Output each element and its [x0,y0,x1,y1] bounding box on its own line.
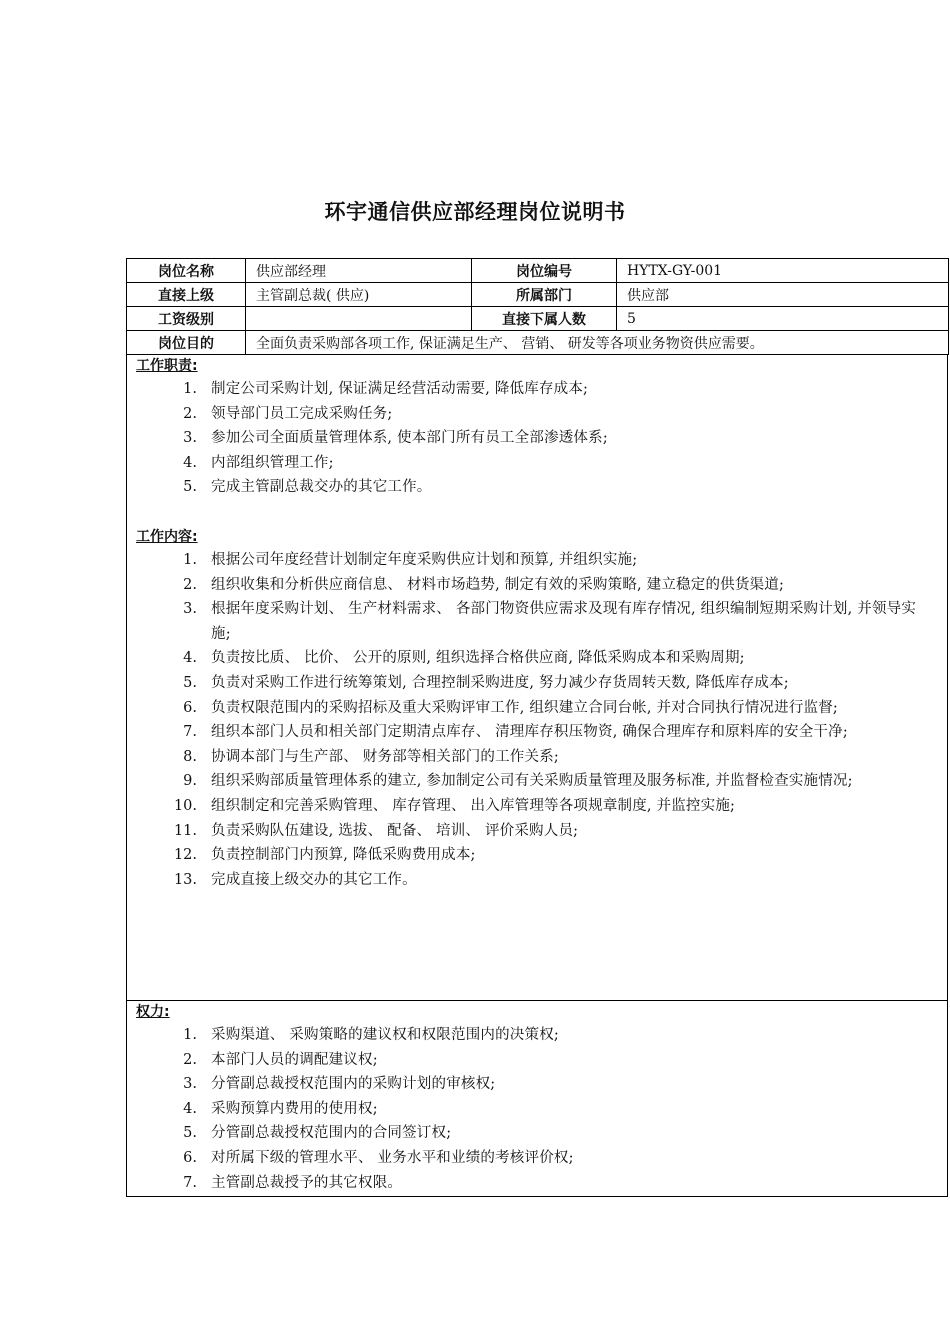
position-code-label: 岗位编号 [472,259,617,283]
item-number: 8. [183,748,197,765]
table-row [127,259,949,283]
item-text: 组织采购部质量管理体系的建立, 参加制定公司有关采购质量管理及服务标准, 并监督检查实施情况; [211,773,853,790]
list-item [127,1097,947,1122]
content-section-title: 工作内容: [136,528,198,545]
item-text: 负责采购队伍建设, 选拔、 配备、 培训、 评价采购人员; [211,822,579,839]
item-number: 2. [183,576,197,593]
item-number: 2. [183,1051,197,1068]
document-title: 环宇通信供应部经理岗位说明书 [324,200,626,224]
list-item [127,451,947,476]
item-text: 组织本部门人员和相关部门定期清点库存、 清理库存积压物资, 确保合理库存和原料库的安全干净; [211,724,848,741]
item-number: 1. [183,1027,197,1043]
item-text: 组织收集和分析供应商信息、 材料市场趋势, 制定有效的采购策略, 建立稳定的供货渠道; [211,576,785,593]
list-item [127,696,947,721]
item-text: 主管副总裁授予的其它权限。 [211,1174,403,1191]
item-number: 10. [173,797,197,814]
item-text: 领导部门员工完成采购任务; [211,405,393,422]
salary-value [246,307,472,331]
list-item [127,745,947,770]
item-text: 对所属下级的管理水平、 业务水平和业绩的考核评价权; [211,1149,574,1166]
item-number: 5. [183,1125,197,1142]
item-number: 5. [183,674,197,691]
item-text: 协调本部门与生产部、 财务部等相关部门的工作关系; [211,748,559,765]
content-list [127,548,947,892]
powers-list [127,1023,947,1195]
item-text: 采购预算内费用的使用权; [211,1100,378,1117]
item-text: 完成主管副总裁交办的其它工作。 [211,479,432,496]
item-number: 4. [183,454,197,471]
item-number: 7. [183,724,197,741]
list-item [127,1171,947,1196]
list-item [127,548,947,573]
superior-label: 直接上级 [127,283,246,307]
item-text: 负责对采购工作进行统筹策划, 合理控制采购进度, 努力减少存货周转天数, 降低库存成本; [211,674,789,691]
item-number: 3. [183,1076,197,1093]
list-item [127,573,947,598]
list-item [127,1121,947,1146]
header-table [126,258,949,355]
item-text: 根据公司年度经营计划制定年度采购供应计划和预算, 并组织实施; [211,551,638,568]
item-number: 4. [183,1100,197,1117]
position-name-label: 岗位名称 [127,259,246,283]
purpose-label: 岗位目的 [127,331,246,355]
item-number: 5. [183,479,197,496]
item-text: 负责控制部门内预算, 降低采购费用成本; [211,847,476,864]
item-number: 11. [173,822,197,839]
department-label: 所属部门 [472,283,617,307]
item-number: 13. [173,871,197,888]
table-row [127,283,949,307]
powers-box [126,1000,948,1197]
item-text: 采购渠道、 采购策略的建议权和权限范围内的决策权; [211,1027,559,1043]
list-item [127,1023,947,1048]
list-item [127,819,947,844]
item-text: 制定公司采购计划, 保证满足经营活动需要, 降低库存成本; [211,381,589,397]
list-item [127,475,947,500]
powers-section-title: 权力: [136,1004,170,1020]
list-item [127,794,947,819]
item-number: 3. [183,430,197,447]
list-item [127,868,947,893]
item-text: 根据年度采购计划、 生产材料需求、 各部门物资供应需求及现有库存情况, 组织编制短期采购计划, 并领导实施; [211,601,917,642]
item-number: 3. [183,601,197,618]
duties-section-title: 工作职责: [136,358,198,374]
item-number: 4. [183,650,197,667]
item-text: 组织制定和完善采购管理、 库存管理、 出入库管理等各项规章制度, 并监控实施; [211,797,736,814]
item-number: 2. [183,405,197,422]
item-number: 6. [183,1149,197,1166]
table-row [127,307,949,331]
list-item [127,769,947,794]
item-text: 分管副总裁授权范围内的采购计划的审核权; [211,1076,496,1093]
item-text: 参加公司全面质量管理体系, 使本部门所有员工全部渗透体系; [211,430,608,447]
salary-label: 工资级别 [127,307,246,331]
item-number: 12. [173,847,197,864]
item-number: 1. [183,551,197,568]
item-number: 1. [183,381,197,397]
subordinates-value: 5 [617,307,949,331]
list-item [127,1048,947,1073]
item-number: 9. [183,773,197,790]
list-item [127,1146,947,1171]
item-text: 本部门人员的调配建议权; [211,1051,378,1068]
list-item [127,377,947,402]
list-item [127,671,947,696]
item-number: 7. [183,1174,197,1191]
item-text: 分管副总裁授权范围内的合同签订权; [211,1125,452,1142]
item-number: 6. [183,699,197,716]
subordinates-label: 直接下属人数 [472,307,617,331]
list-item [127,843,947,868]
duties-and-content-box [126,355,948,1000]
superior-value: 主管副总裁( 供应) [246,283,472,307]
item-text: 完成直接上级交办的其它工作。 [211,871,417,888]
item-text: 负责权限范围内的采购招标及重大采购评审工作, 组织建立合同台帐, 并对合同执行情况进行监督; [211,699,839,716]
list-item [127,1072,947,1097]
list-item [127,402,947,427]
position-name-value: 供应部经理 [246,259,472,283]
position-code-value: HYTX-GY-001 [617,259,949,283]
duties-list [127,377,947,500]
item-text: 负责按比质、 比价、 公开的原则, 组织选择合格供应商, 降低采购成本和采购周期; [211,650,745,667]
list-item [127,720,947,745]
list-item [127,426,947,451]
job-description-form [126,258,946,1197]
purpose-value: 全面负责采购部各项工作, 保证满足生产、 营销、 研发等各项业务物资供应需要。 [246,331,949,355]
list-item [127,646,947,671]
table-row [127,331,949,355]
item-text: 内部组织管理工作; [211,454,334,471]
department-value: 供应部 [617,283,949,307]
list-item [127,597,947,646]
